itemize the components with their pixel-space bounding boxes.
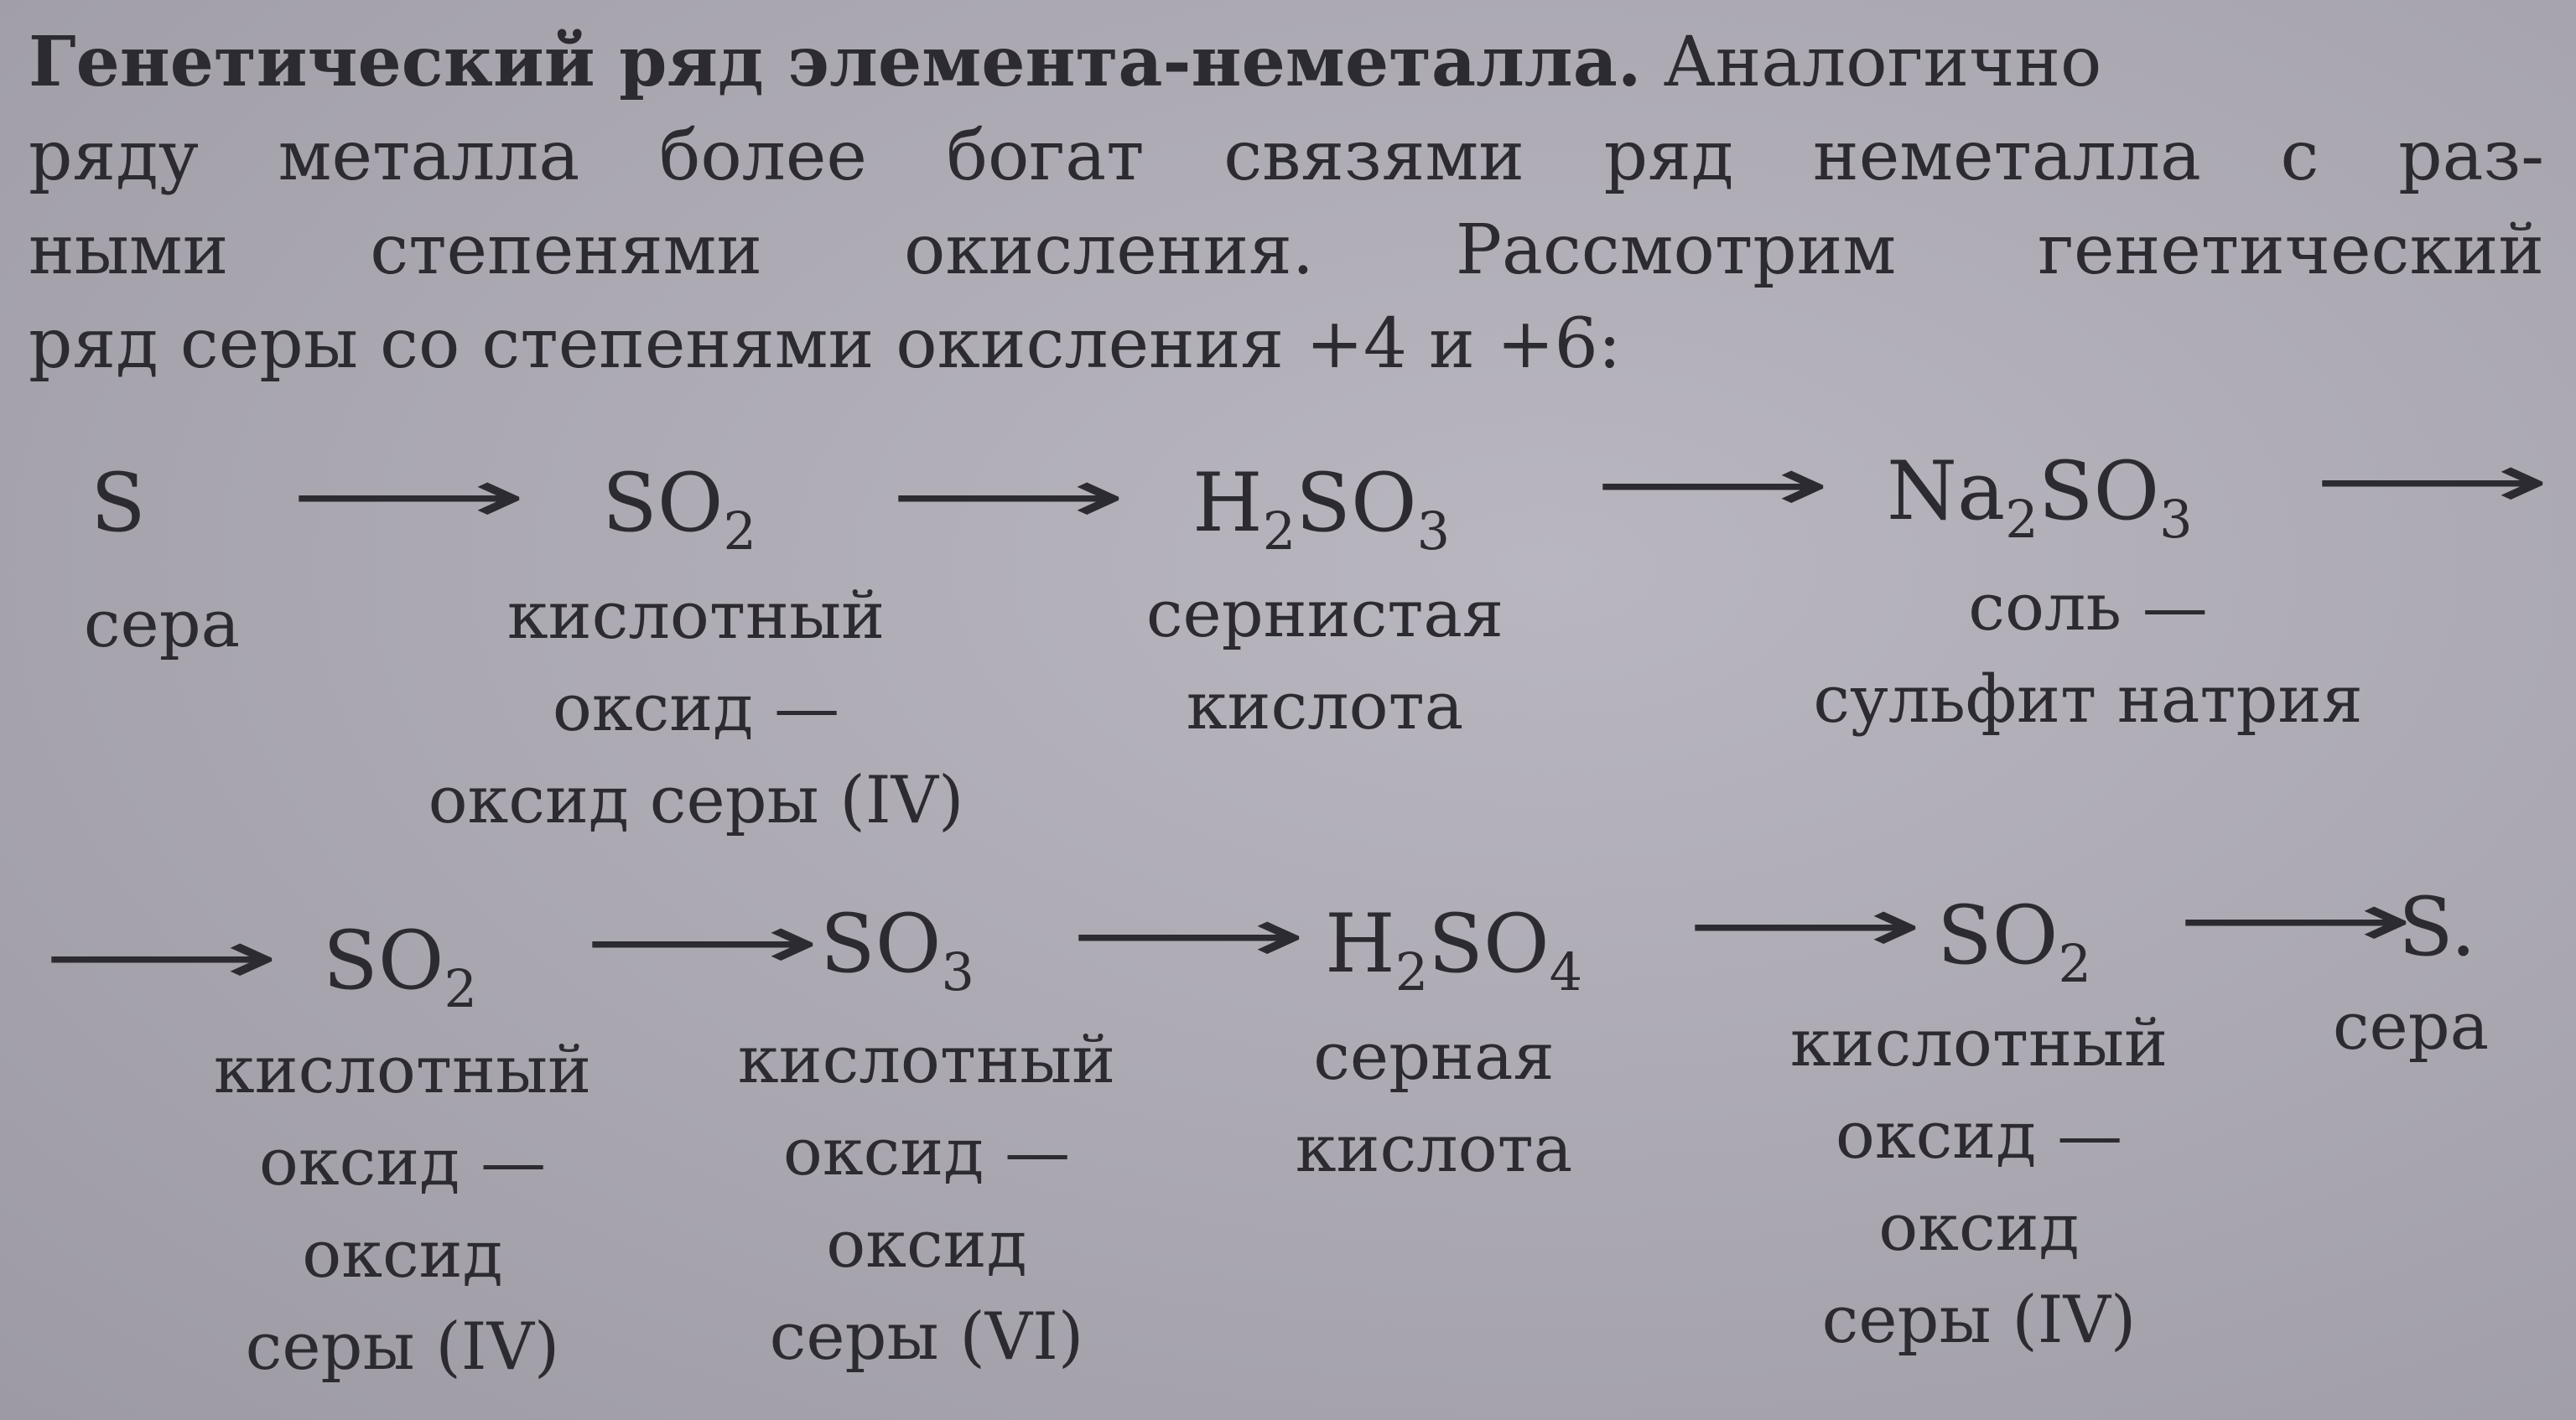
formula-so2-row2b: $SO_2$ (1937, 889, 2091, 994)
arrow-1: ⟶ (289, 453, 527, 541)
paragraph-line-3: ными степенями окисления. Рассмотрим генетический (29, 210, 2544, 290)
arrow-4: ⟶ (2313, 438, 2551, 526)
label-sera-end: сера (2332, 989, 2490, 1065)
formula-so2: $SO_2$ (602, 456, 756, 562)
intro-paragraph (29, 15, 2544, 391)
label-h2so3: сернистая кислота (1145, 577, 1504, 744)
paragraph-line-1 (29, 15, 2544, 110)
formula-s-end: S. (2398, 880, 2476, 974)
label-na2so3: соль — сульфит натрия (1813, 570, 2363, 738)
arrow-3: ⟶ (1593, 441, 1831, 529)
formula-so2-row2: $SO_2$ (323, 914, 477, 1019)
paragraph-line-1-rest: Аналогично (1641, 23, 2102, 102)
formula-na2so3: $Na_2SO_3$ (1887, 444, 2193, 550)
arrow-7: ⟶ (1069, 892, 1307, 980)
arrow-5: ⟶ (42, 914, 280, 1002)
label-so2-row2b: кислотный оксид — оксид серы (IV) (1789, 1006, 2168, 1358)
formula-s: S (91, 456, 146, 550)
arrow-9: ⟶ (2176, 877, 2414, 965)
arrow-2: ⟶ (889, 453, 1127, 541)
label-so3: кислотный оксид — оксид серы (VI) (737, 1023, 1116, 1375)
label-so2-row1: кислотный оксид — оксид серы (IV) (428, 578, 964, 838)
arrow-8: ⟶ (1685, 882, 1924, 970)
formula-so3: $SO_3$ (820, 897, 974, 1003)
section-heading: Генетический ряд элемента-неметалла. (29, 22, 1642, 102)
paragraph-line-2: ряду металла более богат связями ряд неметалла с раз- (29, 117, 2544, 196)
paragraph-line-4: ряд серы со степенями окисления +4 и +6: (29, 304, 1622, 384)
label-so2-row2: кислотный оксид — оксид серы (IV) (213, 1033, 592, 1385)
formula-h2so4: $H_2SO_4$ (1325, 897, 1583, 1003)
formula-h2so3: $H_2SO_3$ (1192, 456, 1451, 562)
label-sera: сера (83, 587, 241, 662)
arrow-6: ⟶ (583, 899, 821, 987)
label-h2so4: серная кислота (1295, 1019, 1573, 1187)
